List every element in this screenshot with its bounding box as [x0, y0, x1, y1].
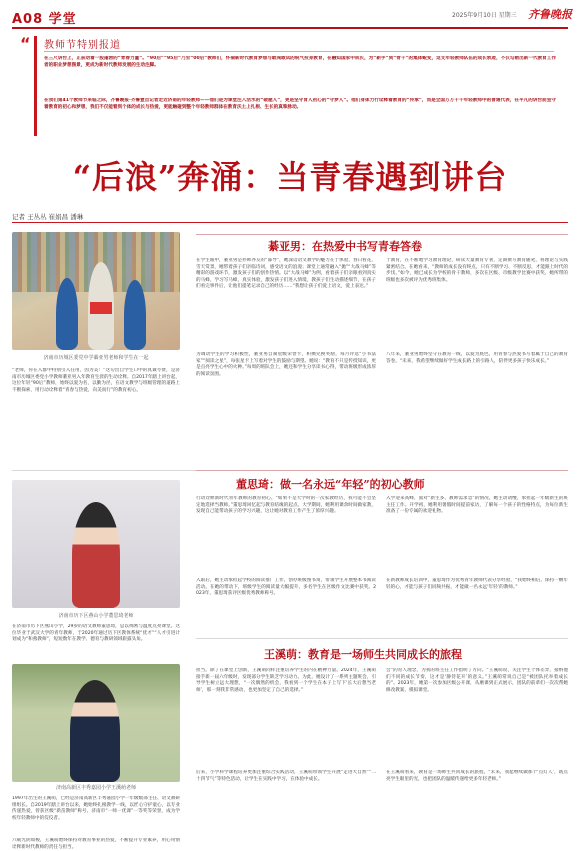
s1-col-right: 于教育，在不断地学习教育理论，研读大量教育专著，定期撰写教育随笔，将理论与实践紧密结合。在她看来，“教师的成长没有终点，只有不断学习、不断反思，才能跟上时代的步伐。”如今，她已成长为学校的骨干教师，多次在区级、市级教学比赛中获奖，她所带的班级也多次被评为优秀班集体。 — [386, 258, 568, 283]
s2-heading: 董思琦：做一名永远“年轻”的初心教师 — [236, 478, 425, 491]
byline-rule — [12, 222, 568, 223]
s1-head-rule — [196, 234, 568, 235]
byline: 记者 王丛丛 崔娟昌 潘琳 — [12, 213, 84, 221]
book-prop — [90, 302, 112, 314]
s3-col-left: 1997年出生的王溪萌，已经是济南高新区丰秀嘉园小学一年级级部主任、语文教研组组长。自2019年踏上讲台以来，她始终扎根教学一线，以匠心守护童心，以专业传递热爱，曾获区级“新苗教师”称号、济南市“一师一优课”一等奖等荣誉，成为学校年轻教师中的佼佼者。 — [12, 796, 180, 821]
s2-col-right-2: 在新教师成长培训中，董思琦作为优秀青年教师代表分享经验，“我始终相信，保持一颗年轻的心，才能与孩子们同频共振，才能做一名永远‘年轻’的教师。” — [386, 578, 568, 590]
s2-col-mid: 行动诠释新时代青年教师的教育初心。“如果不是大学时的一次家教经历，我可能不会坚定地选择当教师。”董思琦回忆起与教育结缘的起点。大学期间，她利用课余时间做家教，发现自己能带动孩子的学习兴趣，这让她对教育工作产生了浓厚兴趣。 — [196, 496, 376, 515]
s1-col-mid-2: 为调动学生的学习积极性，綦亚男自制星级荣誉卡，积攒兑换奖励，每月评选“小书法家”“阅读之星”，每张星卡上写着对学生的鼓励与期望。她说：“教育不只是传授知识，更是点亮学生心中的火种。”每周的班队会上，她还和学生分享读书心得，带动班级形成浓厚的阅读氛围。 — [196, 352, 376, 377]
header-rule — [12, 27, 568, 29]
s3-heading: 王溪萌：教育是一场师生共同成长的旅程 — [264, 648, 462, 661]
photo-qi-yanan — [12, 232, 180, 350]
s1-col-right-2: 八年来，綦亚男始终坚守在教育一线，以爱为底色，用青春与热爱书写着属于自己的教育答卷。“未来，我希望继续做好学生成长路上的引路人，陪伴更多孩子快乐成长。” — [386, 352, 568, 364]
figure-child-right — [124, 280, 146, 350]
newspaper-logo: 齐鲁晚报 — [528, 8, 572, 21]
photo-caption-1: 济南市历城区委党中学綦亚男老师和学生在一起 — [43, 355, 149, 361]
intro-rule — [44, 51, 554, 52]
photo-wang-ximeng — [12, 664, 180, 782]
photo-dong-siqi — [12, 480, 180, 608]
intro-paragraph-2: 在我们第41个教师节来临之际，齐鲁晚报·齐鲁壹点记者走近济南的年轻教师——他们是为课堂注入活水的“破题人”，更是坚守育人初心的“守梦人”。他们身体力行诠释着教育的“传承”，而是全国万万千千年轻教师中的普通代表，在平凡的讲台前坚守着教育的初心和梦想，我们不仅能看到个体的成长与热爱，更能触碰到整个年轻教师群体在教育沃土上扎根、生长的真挚脉动。 — [44, 98, 556, 110]
intro-paragraph: 在三尺讲台上，正获动着一股蓬勃的“青春力量”。“90后”“95后”乃至“00后”教师们，怀揣新时代教育梦想与敢闯敢试的锐气投身教育，在融知国家中成长，为“新手”到“骨干”的集体蜕变，这支年轻教师队伍的成长轨迹，不仅勾勒出新一代教育工作者的职业梦想图景，更成为新时代教师发展的生动注脚。 — [44, 56, 556, 68]
s1-col-left: “老师，你在入群中特别引入任用，因为美！”这句出自学生口中的真诚夸赞，是济南市历城区委党小学教师綦亚男入年教育生涯的生动诠释。自2017年踏上讲台起，这位年轻“90后”教师，始终以爱为名，以勤为径，在语文教学与班级管理的道路上不断探索，用行动诠释着“青春与热爱，向美而行”的教育初心。 — [12, 368, 180, 393]
special-report-tag: 教师节特别报道 — [44, 40, 121, 51]
s2-col-mid-2: 入职后，她主动承担起学校的阅读推广工作，创办班级图书角，带领学生开展整本书阅读活动。在她的带动下，班级学生的阅读量大幅提升，多名学生在区级作文比赛中获奖。2023年，董思琦获评区级优秀教师称号。 — [196, 578, 376, 597]
s1-heading: 綦亚男：在热爱中书写青春答卷 — [268, 240, 422, 253]
figure-child-left — [56, 278, 78, 350]
s2-col-right: 入学迎来高峰，面对“新生多、教师需求急”的情况，她主动请缨，承担起一年级新生的班主任工作。开学初，她利用暑假时间提前家访，了解每一个孩子的性格特点，为每位新生准备了一份专属的欢迎礼物。 — [386, 496, 568, 515]
s3-col-right: 会”的育人理念，为我的班主任工作指明了方向。“王溪萌说，关注学生个体差异，接纳他们不同的成长节奏，这才是‘静待花开’的意义。”王溪萌常说自己是“被团队托举着成长的”。2023年，她第一次参加区级公开课，从磨课到正式展示，团队的前辈们一次次帮她修改教案、模拟课堂。 — [386, 668, 568, 693]
s2-head-rule — [196, 470, 568, 471]
section-divider-2 — [196, 638, 568, 639]
section-label: A08 学堂 — [12, 12, 77, 27]
quote-mark-icon: “ — [20, 34, 31, 53]
s2-col-left: 在济南市历下区燕山小学，29岁的语文教师董思琦，总以绵密与温度点亮课堂。这位毕业于武汉大学的青年教师，于2020年通过历下区教体系统“优才”“人才引进计划成为“和燕教师”，短短数年在教学、德育与教研领域崭露头角。 — [12, 624, 180, 643]
s1-col-mid: 在学生眼中，綦亚男是亦师亦友的“暮导”，她深谙语文教学的魅力在于体验，春日看花，雪天赏景，她带着孩子们亲临诗词，感受语文的浪漫；课堂上通常融入“抛”“大战马蜂”等精彩的游戏环节，激发孩子们的创作热情。以“大战马蜂”为例，看着孩子们亲眼看到真实的马蜂，学习写马蜂，真实体验，激发孩子们进入情境，教孩子们生动描述细节，在孩子们看完事件后，让他们提笔记录自己的经历……“我想让孩子们爱上语文，爱上表达。” — [196, 258, 376, 290]
issue-date: 2025年9月10日 星期三 — [452, 12, 517, 19]
main-headline: “后浪”奔涌：当青春遇到讲台 — [72, 158, 508, 196]
figure-wang-ximeng — [70, 680, 120, 782]
figure-dong-siqi — [72, 502, 120, 608]
s3-col-left-2: 六载光阴如梭，王溪萌始终保持对教育事业的热爱，不断提升专业素养，用心用情诠释新时代教师的责任与担当。 — [12, 838, 180, 850]
photo-caption-3: 济南高新区丰秀嘉园小学王溪萌老师 — [55, 785, 136, 791]
s3-col-right-2: 在王溪萌看来，教育是一场师生共同成长的旅程，“未来，我愿继续做那个‘点灯人’，既点亮学生眼里的光，也把团队的温暖传递给更多年轻老师。” — [386, 770, 568, 782]
s3-col-mid-2: 后来，小学科学课程培养更加注重综合实践活动，王溪萌带领学生开展“走进大自然”“二十四节气”等特色活动，让学生在实践中学习、在体验中成长。 — [196, 770, 376, 782]
s3-col-mid: 担当。除了在课堂上创新，王溪萌同样注重培养学生的内在精神力量。2024年，王溪萌接手新一届六年级时，发现部分学生缺乏学习动力。为此，她设计了一系列主题班会，引导学生树立远大理想，“一次偶然的机会，我看到一个学生在本子上写下‘长大后想当老师’，那一刻我非常感动，也更加坚定了自己的选择。” — [196, 668, 376, 693]
photo-caption-2: 济南市历下区燕山小学董思琦老师 — [58, 613, 134, 619]
